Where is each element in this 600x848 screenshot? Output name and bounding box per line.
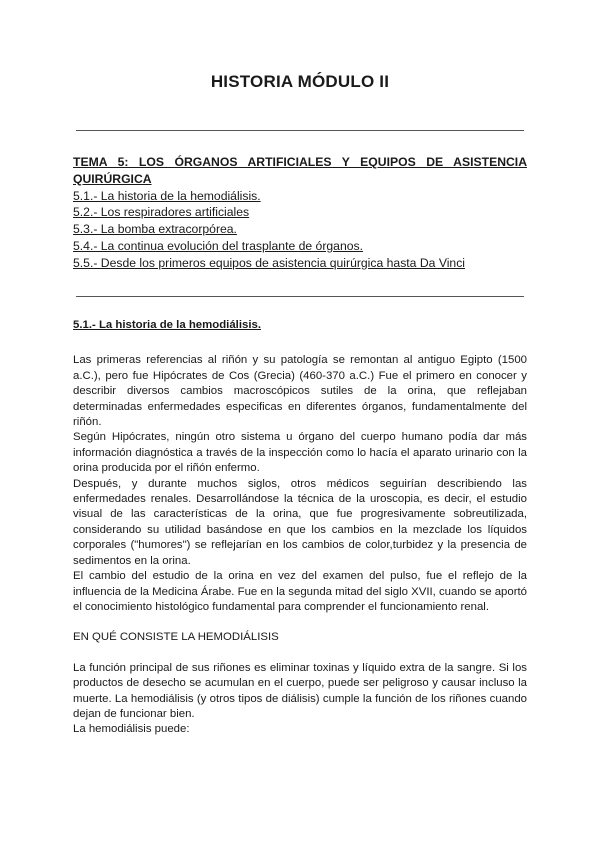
- toc-item-5-2[interactable]: 5.2.- Los respiradores artificiales: [73, 205, 250, 220]
- subheading: EN QUÉ CONSISTE LA HEMODIÁLISIS: [73, 631, 279, 644]
- toc-item-5-5[interactable]: 5.5.- Desde los primeros equipos de asistencia quirúrgica hasta Da Vinci: [73, 255, 466, 270]
- paragraph-6: La hemodiálisis puede:: [73, 723, 190, 736]
- section-body: [73, 318, 527, 738]
- paragraph-3: Después, y durante muchos siglos, otros médicos seguirían describiendo las enfermedades renales. Desarrollándose la técnica de la uroscopia, es decir, el estudio visual de las características de la orina, que fue progresivamente sobreutilizada, considerando su utilidad basándose en que los cambios en la mezclade los líquidos corporales ("humores") se reflejarían en los cambios de color,turbidez y la presencia de sedimentos en la orina.: [73, 477, 527, 567]
- divider-top: [76, 130, 524, 131]
- document-title: HISTORIA MÓDULO II: [210, 72, 390, 91]
- paragraph-1: Las primeras referencias al riñón y su patología se remontan al antiguo Egipto (1500 a.C.), pero fue Hipócrates de Cos (Grecia) (460-370 a.C.) Fue el primero en conocer y describir diversos cambios macroscópicos sutiles de la orina, que reflejaban determinadas enfermedades especificas en diferentes órganos, fundamentalmente del riñón.: [73, 354, 527, 429]
- paragraph-5: La función principal de sus riñones es eliminar toxinas y líquido extra de la sangre. Si los productos de desecho se acumulan en el cuerpo, puede ser peligroso y causar incluso la muerte. La hemodiálisis (y otros tipos de diálisis) cumple la función de los riñones cuando dejan de funcionar bien.: [73, 661, 527, 720]
- table-of-contents: [73, 154, 527, 272]
- paragraph-4: El cambio del estudio de la orina en vez del examen del pulso, fue el reflejo de la influencia de la Medicina Árabe. Fue en la segunda mitad del siglo XVII, cuando se aportó el conocimiento histológico fundamental para comprender el funcionamiento renal.: [73, 570, 528, 613]
- toc-item-5-4[interactable]: 5.4.- La continua evolución del trasplante de órganos.: [73, 238, 363, 253]
- section-heading: 5.1.- La historia de la hemodiálisis.: [73, 319, 262, 331]
- toc-heading: TEMA 5: LOS ÓRGANOS ARTIFICIALES Y EQUIPOS DE ASISTENCIA QUIRÚRGICA: [73, 155, 527, 186]
- spacer: [73, 615, 527, 630]
- toc-item-5-3[interactable]: 5.3.- La bomba extracorpórea.: [73, 222, 237, 237]
- spacer: [73, 646, 527, 661]
- paragraph-2: Según Hipócrates, ningún otro sistema u órgano del cuerpo humano podía dar más información diagnóstica a través de la inspección como lo hacía el aparato urinario con la orina producida por el riñón enfermo.: [73, 431, 527, 475]
- toc-item-5-1[interactable]: 5.1.- La historia de la hemodiálisis.: [73, 188, 261, 203]
- divider-middle: [76, 296, 524, 297]
